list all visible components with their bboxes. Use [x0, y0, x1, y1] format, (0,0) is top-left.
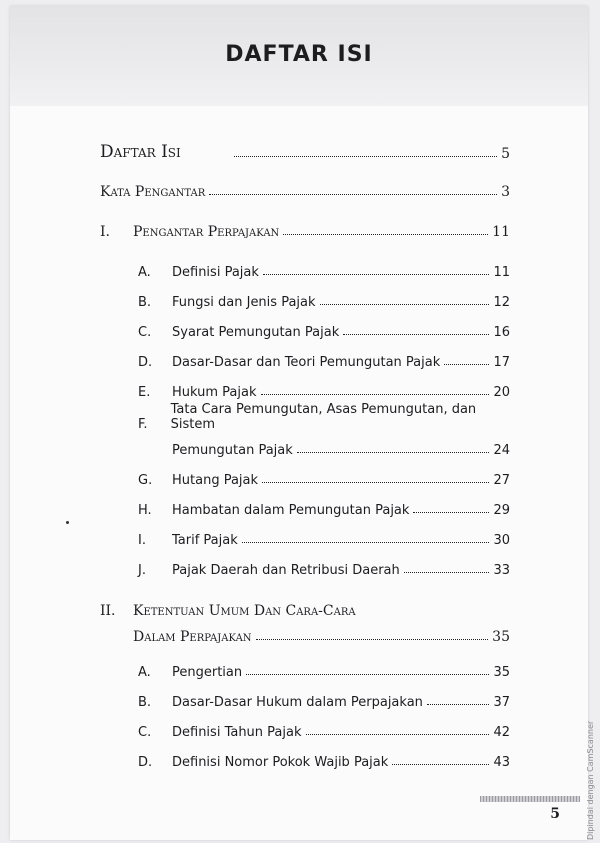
toc-subentry	[138, 718, 510, 740]
toc-subentry	[138, 466, 510, 488]
leader-dots	[320, 304, 490, 305]
leader-dots	[256, 639, 489, 640]
toc-page: 35	[492, 629, 510, 645]
toc-number: C.	[138, 725, 152, 740]
toc-number: J.	[138, 563, 146, 578]
toc-chapter-1	[100, 218, 510, 240]
leader-dots	[413, 512, 489, 513]
toc-page: 20	[493, 385, 510, 400]
leader-dots	[209, 194, 497, 195]
leader-dots	[306, 734, 490, 735]
toc-number: G.	[138, 473, 153, 488]
toc-label: Dasar-Dasar dan Teori Pemungutan Pajak	[172, 355, 441, 370]
toc-label: Kata Pengantar	[100, 184, 206, 200]
toc-subentry-first-line	[138, 402, 510, 432]
toc-page: 35	[493, 665, 510, 680]
toc-page: 42	[493, 725, 510, 740]
toc-entry-daftar-isi	[100, 140, 510, 162]
toc-page: 37	[493, 695, 510, 710]
toc-number: I.	[138, 533, 146, 548]
ink-speck	[66, 521, 69, 524]
toc-entry-kata-pengantar	[100, 178, 510, 200]
toc-subentry	[138, 318, 510, 340]
toc-subentry	[138, 658, 510, 680]
toc-number: A.	[138, 665, 151, 680]
toc-chapter-2-second-line	[133, 623, 510, 645]
document-page	[10, 6, 588, 840]
toc-subentry	[138, 748, 510, 770]
scanner-watermark: Dipindai dengan CamScanner	[586, 720, 595, 840]
leader-dots	[444, 364, 489, 365]
toc-page: 33	[493, 563, 510, 578]
toc-number: H.	[138, 503, 152, 518]
toc-label: Pajak Daerah dan Retribusi Daerah	[172, 563, 400, 578]
toc-number: B.	[138, 695, 152, 710]
toc-label-continued: Pemungutan Pajak	[172, 443, 293, 458]
toc-label: Hukum Pajak	[172, 385, 257, 400]
toc-label: Syarat Pemungutan Pajak	[172, 325, 340, 340]
toc-page: 12	[493, 295, 510, 310]
leader-dots	[404, 572, 490, 573]
toc-number: D.	[138, 355, 153, 370]
leader-dots	[392, 764, 489, 765]
toc-page: 43	[493, 755, 510, 770]
toc-page: 24	[493, 443, 510, 458]
leader-dots	[261, 394, 490, 395]
toc-number: C.	[138, 325, 152, 340]
toc-page: 17	[493, 355, 510, 370]
toc-number: F.	[138, 417, 148, 432]
toc-page: 3	[501, 184, 510, 200]
toc-label: Definisi Nomor Pokok Wajib Pajak	[172, 755, 389, 770]
toc-label: Ketentuan Umum Dan Cara-Cara	[133, 603, 356, 619]
page-title: DAFTAR ISI	[225, 42, 373, 67]
toc-label-continued: Dalam Perpajakan	[133, 629, 252, 645]
toc-label: Daftar Isi	[100, 142, 181, 162]
leader-dots	[263, 274, 490, 275]
toc-number: A.	[138, 265, 151, 280]
toc-label: Pengantar Perpajakan	[133, 224, 280, 240]
leader-dots	[297, 452, 490, 453]
toc-label: Hutang Pajak	[172, 473, 259, 488]
toc-subentry	[138, 378, 510, 400]
leader-dots	[246, 674, 489, 675]
toc-number: B.	[138, 295, 152, 310]
toc-page: 11	[492, 224, 510, 240]
toc-label: Tata Cara Pemungutan, Asas Pemungutan, dan Sistem	[170, 402, 477, 432]
toc-number: D.	[138, 755, 153, 770]
footer-decoration	[480, 796, 580, 802]
toc-page: 27	[493, 473, 510, 488]
toc-page: 11	[493, 265, 510, 280]
toc-label: Definisi Pajak	[172, 265, 259, 280]
toc-label: Fungsi dan Jenis Pajak	[172, 295, 316, 310]
toc-label: Dasar-Dasar Hukum dalam Perpajakan	[172, 695, 423, 710]
toc-label: Pengertian	[172, 665, 243, 680]
toc-page: 5	[501, 146, 510, 162]
leader-dots	[427, 704, 490, 705]
toc-subentry	[138, 688, 510, 710]
toc-subentry	[138, 556, 510, 578]
toc-page: 16	[493, 325, 510, 340]
toc-subentry	[138, 496, 510, 518]
toc-label: Definisi Tahun Pajak	[172, 725, 302, 740]
toc-number: E.	[138, 385, 151, 400]
toc-subentry-second-line	[172, 436, 510, 458]
toc-page: 30	[493, 533, 510, 548]
leader-dots	[343, 334, 489, 335]
leader-dots	[262, 482, 489, 483]
toc-chapter-2-first-line	[100, 597, 510, 619]
toc-label: Hambatan dalam Pemungutan Pajak	[172, 503, 410, 518]
toc-number: I.	[100, 224, 110, 240]
toc-subentry	[138, 288, 510, 310]
toc-subentry	[138, 348, 510, 370]
toc-subentry	[138, 258, 510, 280]
toc-label: Tarif Pajak	[172, 533, 238, 548]
toc-subentry	[138, 526, 510, 548]
leader-dots	[234, 156, 497, 157]
leader-dots	[242, 542, 490, 543]
page-number: 5	[550, 806, 560, 822]
leader-dots	[283, 234, 488, 235]
toc-number: II.	[100, 603, 116, 619]
toc-page: 29	[493, 503, 510, 518]
